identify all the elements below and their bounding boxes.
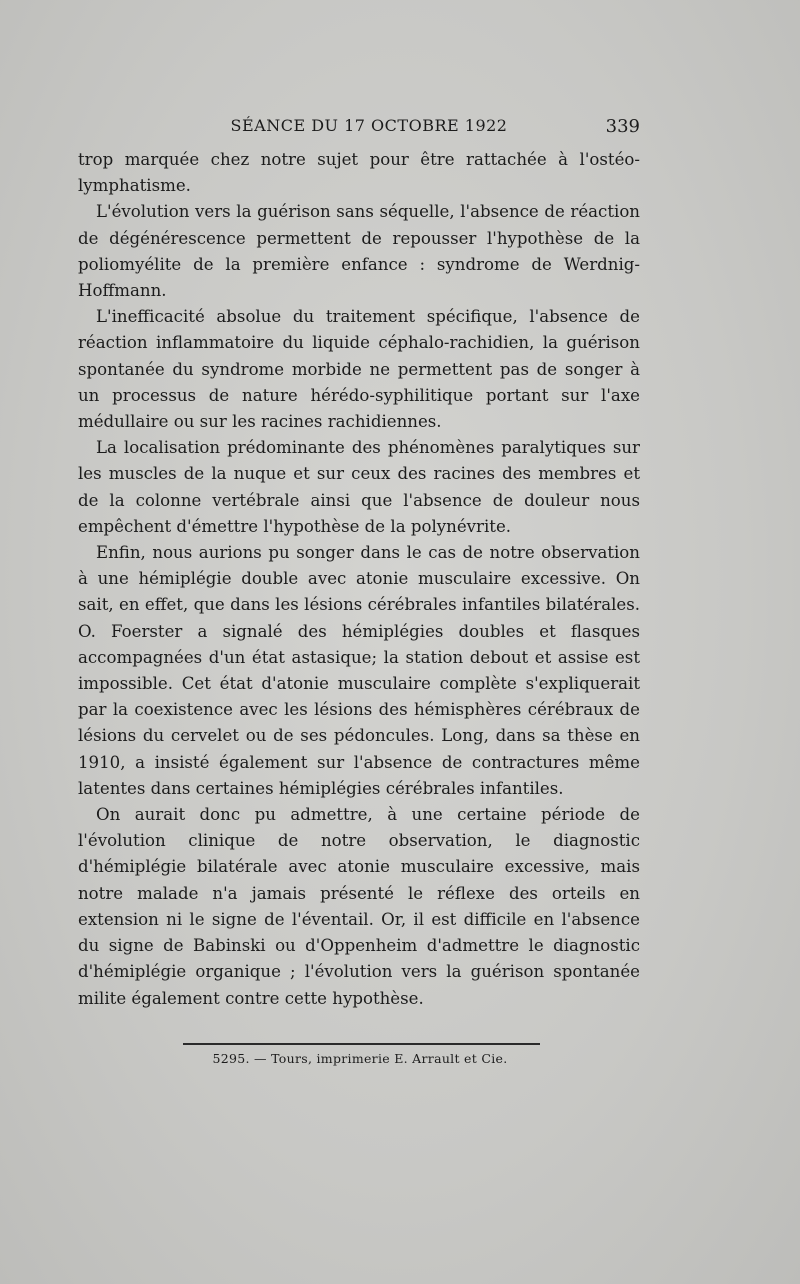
footer-rule (183, 1043, 540, 1045)
running-header (78, 116, 640, 144)
paragraph-inefficacite: L'inefficacité absolue du traitement spécifique, l'absence de réaction inflammatoire du liquide céphalo-rachidien, la guérison spontanée du syndrome morbide ne permettent pas de songer à un processus de nature hérédo-syphilitique portant sur l'axe médullaire ou sur les racines rachidiennes. (78, 307, 640, 432)
paragraph-hemiplegie-double: Enfin, nous aurions pu songer dans le cas de notre observation à une hémiplégie double avec atonie musculaire excessive. On sait, en effet, que dans les lésions cérébrales infantiles bilatérales. O. Foerster a signalé des hémiplégies doubles et flasques accompagnées d'un état astasique; la station debout et assise est impossible. Cet état d'atonie musculaire complète s'expliquerait par la coexistence avec les lésions des hémisphères cérébraux de lésions du cervelet ou de ses pédoncules. Long, dans sa thèse en 1910, a insisté également sur l'absence de contractures même latentes dans certaines hémiplégies cérébrales infantiles. (78, 543, 640, 798)
printer-footer: 5295. — Tours, imprimerie E. Arrault et Cie. (212, 1051, 508, 1066)
paragraph-evolution: L'évolution vers la guérison sans séquelle, l'absence de réaction de dégénérescence permettent de repousser l'hypothèse de la poliomyélite de la première enfance : syndrome de Werdnig-Hoffmann. (78, 202, 640, 301)
header-title: SÉANCE DU 17 OCTOBRE 1922 (230, 116, 508, 135)
page-number: 339 (605, 116, 640, 137)
paragraph-continuation: trop marquée chez notre sujet pour être rattachée à l'ostéo-lymphatisme. (78, 150, 640, 196)
paragraph-diagnostic: On aurait donc pu admettre, à une certaine période de l'évolution clinique de notre observation, le diagnostic d'hémiplégie bilatérale avec atonie musculaire excessive, mais notre malade n'a jamais présenté le réflexe des orteils en extension ni le signe de l'éventail. Or, il est difficile en l'absence du signe de Babinski ou d'Oppenheim d'admettre le diagnostic d'hémiplégie organique ; l'évolution vers la guérison spontanée milite également contre cette hypothèse. (78, 805, 640, 1008)
paragraph-localisation: La localisation prédominante des phénomènes paralytiques sur les muscles de la nuque et sur ceux des racines des membres et de la colonne vertébrale ainsi que l'absence de douleur nous empêchent d'émettre l'hypothèse de la polynévrite. (78, 438, 640, 536)
body-text (78, 147, 640, 1012)
